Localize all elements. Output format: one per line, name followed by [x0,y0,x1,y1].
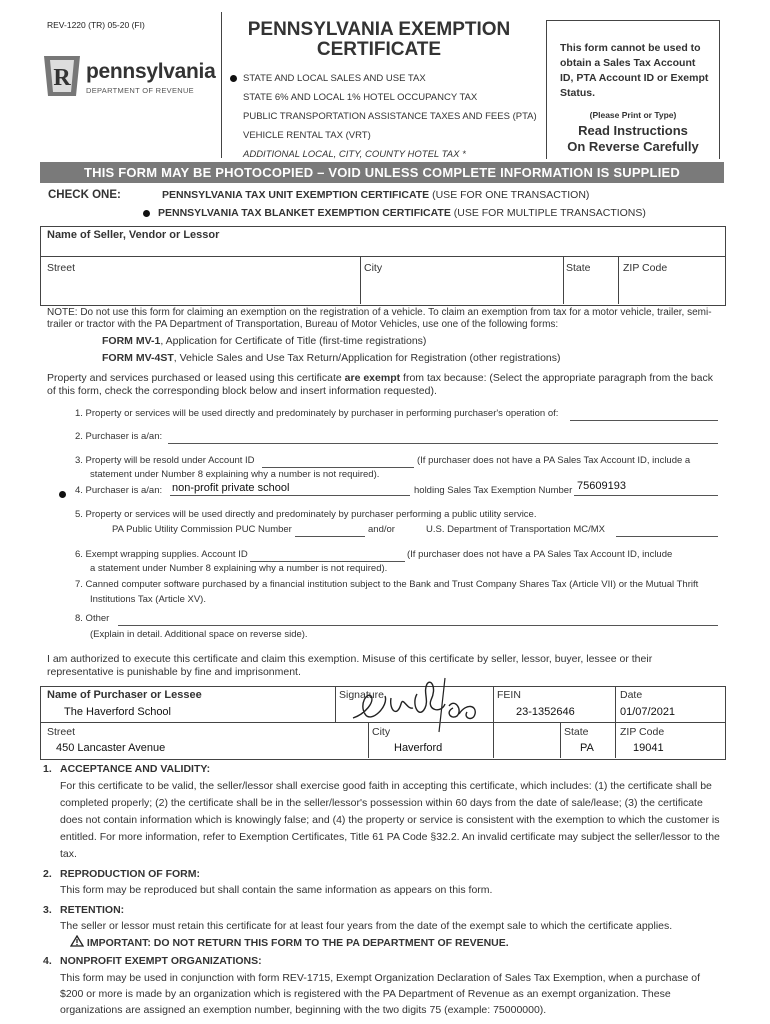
fein-label: FEIN [497,689,521,701]
agency-dept: DEPARTMENT OF REVENUE [86,86,194,95]
puc-number-field[interactable] [295,524,365,537]
tax-type-item[interactable]: PUBLIC TRANSPORTATION ASSISTANCE TAXES AND FEES (PTA) [243,111,537,122]
reason-8-field[interactable] [118,613,718,626]
purchaser-zip-value[interactable]: 19041 [633,742,664,754]
agency-name: pennsylvania [86,60,216,83]
reason-4-option[interactable]: 4. Purchaser is a/an: [75,485,163,496]
tax-type-item[interactable]: VEHICLE RENTAL TAX (VRT) [243,130,371,141]
selected-bullet-icon [59,486,72,504]
date-value[interactable]: 01/07/2021 [620,706,676,718]
check-one-label: CHECK ONE: [48,189,121,201]
instruction-item: 3. RETENTION: The seller or lessor must retain this certificate for at least four years from the date of the exempt sale to which the certificate applies. IMPORTANT: DO NOT RETURN THIS FORM TO THE PA DEPARTMENT OF REVENUE. [40,903,720,950]
instructions [40,762,720,1018]
authorization-statement: I am authorized to execute this certificate and claim this exemption. Misuse of this certificate by seller, lessor, buyer, lessee or their representative is punishable by fine and imprisonment. [47,653,653,678]
reason-8-option[interactable]: 8. Other [75,613,110,624]
reason-6-account-field[interactable] [250,549,405,562]
seller-state-label: State [566,262,591,274]
purchaser-state-value[interactable]: PA [580,742,594,754]
warning-icon [70,935,84,947]
blanket-certificate-option[interactable]: PENNSYLVANIA TAX BLANKET EXEMPTION CERTIFICATE (USE FOR MULTIPLE TRANSACTIONS) [143,207,646,219]
tax-type-item[interactable]: STATE 6% AND LOCAL 1% HOTEL OCCUPANCY TAX [243,92,478,103]
form-mv1-line: FORM MV-1, Application for Certificate of Title (first-time registrations) [102,335,427,347]
reason-2-field[interactable] [168,431,718,444]
instruction-item: 1. ACCEPTANCE AND VALIDITY: For this certificate to be valid, the seller/lessor shall exercise good faith in accepting this certificate, which includes: (1) the certificate shall be completed properly; (2) the certificate shall be in the seller/lessor's possession within 60 days from the date of sale/lease; (3) the certificate does not contain information which is knowingly false; and (4) the property or service is consistent with the exemption to which the customer is entitled. For more information, refer to Exemption Certificates, Title 61 PA Code §32.2. An invalid certificate may subject the seller/lessor to the tax. [43,763,720,860]
seller-name-label: Name of Seller, Vendor or Lessor [47,229,220,241]
selected-bullet-icon [230,75,237,82]
photocopy-banner: THIS FORM MAY BE PHOTOCOPIED – VOID UNLESS COMPLETE INFORMATION IS SUPPLIED [40,162,724,183]
reason-7-option[interactable]: 7. Canned computer software purchased by a financial institution subject to the Bank and Trust Company Shares Tax (Article VII) or the Mutual Thrift [75,579,699,590]
instruction-item: 4. NONPROFIT EXEMPT ORGANIZATIONS: This form may be used in conjunction with form REV-1715, Exempt Organization Declaration of Sales Tax Exemption, when a purchase of $200 or more is made by an organization which is registered with the PA Department of Revenue as an exempt organization. These organizations are assigned an exemption number, beginning with the two digits 75 (example: 75000000). [43,955,701,1016]
form-mv4st-line: FORM MV-4ST, Vehicle Sales and Use Tax Return/Application for Registration (other registrations) [102,352,561,364]
vehicle-note: NOTE: Do not use this form for claiming an exemption on the registration of a vehicle. To claim an exemption from tax for a motor vehicle, trailer, semi-trailer or tractor with the PA Department of Transportation, Bureau of Motor Vehicles, use one of the following forms: [47,307,712,330]
keystone-icon [40,54,84,98]
date-label: Date [620,689,643,701]
reason-5-option[interactable]: 5. Property or services will be used directly and predominately by purchaser performing a public utility service. [75,509,537,520]
signature-image [345,674,505,734]
purchaser-name-label: Name of Purchaser or Lessee [47,689,202,701]
form-title: PENNSYLVANIA EXEMPTION CERTIFICATE [247,19,511,60]
seller-zip-label: ZIP Code [623,262,668,274]
reason-1-option[interactable]: 1. Property or services will be used directly and predominately by purchaser in performing purchaser's operation of: [75,408,559,419]
exemption-reason-intro: Property and services purchased or leased using this certificate are exempt from tax because: (Select the appropriate paragraph from the back of this form, check the corresponding block below and insert information requested). [47,372,713,397]
purchaser-state-label: State [564,726,589,738]
tax-type-list [230,69,537,164]
svg-text:R: R [53,65,71,91]
purchaser-street-value[interactable]: 450 Lancaster Avenue [56,742,166,754]
purchaser-city-value[interactable]: Haverford [394,742,443,754]
tax-type-item[interactable]: STATE AND LOCAL SALES AND USE TAX [230,69,537,88]
reason-2-option[interactable]: 2. Purchaser is a/an: [75,431,163,442]
reason-6-option[interactable]: 6. Exempt wrapping supplies. Account ID [75,549,248,560]
mcmx-field[interactable] [616,524,718,537]
important-notice: IMPORTANT: DO NOT RETURN THIS FORM TO THE PA DEPARTMENT OF REVENUE. [60,935,720,950]
tax-type-item[interactable]: ADDITIONAL LOCAL, CITY, COUNTY HOTEL TAX * [243,149,466,160]
fein-value[interactable]: 23-1352646 [516,706,575,718]
seller-city-label: City [364,262,383,274]
reason-1-field[interactable] [570,408,718,421]
reason-3-option[interactable]: 3. Property will be resold under Account ID [75,455,255,466]
reason-4-exemption-number-value: 75609193 [577,480,626,492]
reason-4-type-value: non-profit private school [172,482,290,494]
purchaser-zip-label: ZIP Code [620,726,665,738]
agency-logo [40,52,220,104]
reason-3-account-field[interactable] [262,455,414,468]
purchaser-name-value[interactable]: The Haverford School [64,706,171,718]
form-id: REV-1220 (TR) 05-20 (FI) [47,20,145,30]
instruction-item: 2. REPRODUCTION OF FORM: This form may be reproduced but shall contain the same information as appears on this form. [43,868,493,896]
seller-street-label: Street [47,262,76,274]
notice-box: This form cannot be used to obtain a Sales Tax Account ID, PTA Account ID or Exempt Status. (Please Print or Type) Read Instructions On Reverse Carefully [546,20,720,159]
unit-certificate-option[interactable]: PENNSYLVANIA TAX UNIT EXEMPTION CERTIFICATE (USE FOR ONE TRANSACTION) [162,189,590,201]
purchaser-street-label: Street [47,726,76,738]
purchaser-city-label: City [372,726,391,738]
signature-label: Signature [339,689,384,701]
selected-bullet-icon [143,210,150,217]
